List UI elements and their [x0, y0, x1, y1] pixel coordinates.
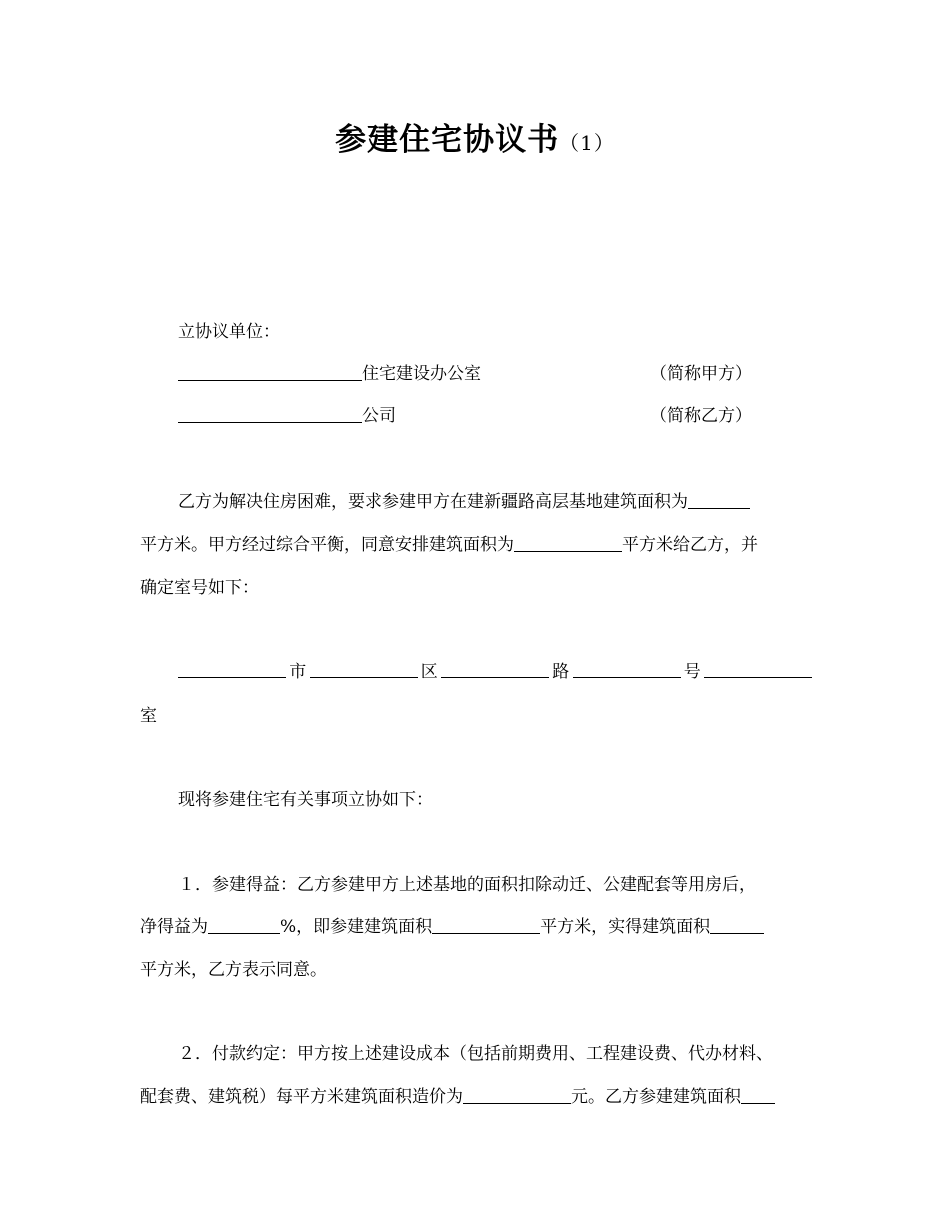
room-blank[interactable]: [704, 660, 812, 678]
city-blank[interactable]: [178, 660, 286, 678]
party-b-name: 公司: [362, 406, 396, 426]
intro-text-1: 乙方为解决住房困难，要求参建甲方在建新疆路高层基地建筑面积为: [178, 492, 688, 512]
net-gain-percent-blank[interactable]: [208, 916, 280, 934]
party-b-blank[interactable]: [178, 405, 362, 423]
clause2-text-2a: 配套费、建筑税）每平方米建筑面积造价为: [140, 1087, 463, 1107]
room-label: 室: [140, 706, 157, 726]
clause1-line-3: 平方米，乙方表示同意。: [140, 960, 327, 980]
number-blank[interactable]: [573, 660, 681, 678]
title-main: 参建住宅协议书: [335, 122, 560, 158]
clause1-text-2a: 净得益为: [140, 917, 208, 937]
party-a-name: 住宅建设办公室: [362, 364, 481, 384]
district-blank[interactable]: [310, 660, 418, 678]
clause1-line-1: １．参建得益：乙方参建甲方上述基地的面积扣除动迁、公建配套等用房后，: [178, 875, 756, 895]
clause1-line-2: [140, 915, 812, 939]
unit-cost-blank[interactable]: [463, 1086, 571, 1104]
actual-area-blank[interactable]: [710, 916, 764, 934]
road-blank[interactable]: [441, 660, 549, 678]
intro-text-2a: 平方米。甲方经过综合平衡，同意安排建筑面积为: [140, 535, 514, 555]
district-label: 区: [420, 662, 438, 682]
area-allocated-blank[interactable]: [514, 534, 622, 552]
clause1-text-2b: %，即参建建筑面积: [280, 917, 433, 937]
transition-text: 现将参建住宅有关事项立协如下：: [178, 790, 433, 810]
document-title: [0, 114, 950, 159]
clause1-text-2c: 平方米，实得建筑面积: [540, 917, 711, 937]
parties-heading: 立协议单位：: [178, 322, 280, 342]
title-suffix: （1）: [559, 131, 615, 155]
participating-area-blank[interactable]: [432, 916, 540, 934]
area-requested-blank[interactable]: [688, 491, 750, 509]
intro-line-3: 确定室号如下：: [140, 578, 259, 598]
clause2-text-2b: 元。乙方参建建筑面积: [571, 1087, 741, 1107]
road-label: 路: [552, 662, 570, 682]
party-a-alias: （简称甲方）: [650, 364, 752, 384]
intro-line-2: [140, 533, 812, 557]
clause2-area-blank[interactable]: [741, 1086, 775, 1104]
address-line: [178, 660, 812, 684]
city-label: 市: [289, 662, 307, 682]
number-label: 号: [683, 662, 701, 682]
intro-text-2b: 平方米给乙方，并: [622, 535, 758, 555]
party-a-blank[interactable]: [178, 363, 362, 381]
clause2-line-1: ２．付款约定：甲方按上述建设成本（包括前期费用、工程建设费、代办材料、: [178, 1044, 773, 1064]
clause2-line-2: [140, 1085, 812, 1109]
intro-line-1: [178, 490, 812, 514]
party-b-alias: （简称乙方）: [650, 406, 752, 426]
